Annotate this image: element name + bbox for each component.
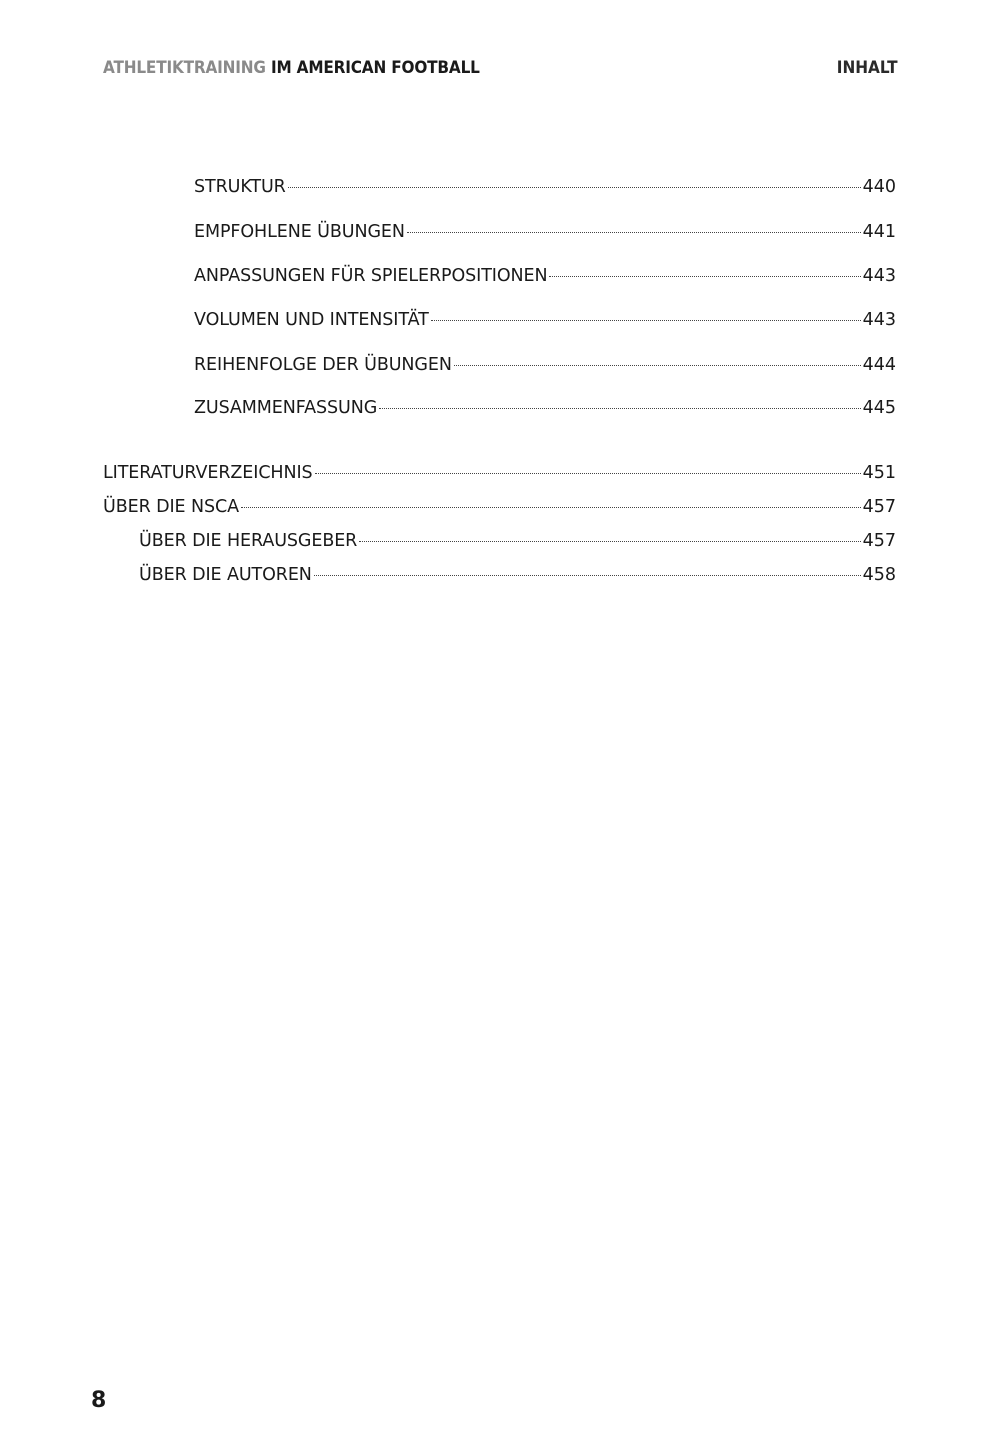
toc-entry-struktur[interactable]	[194, 177, 896, 201]
dot-leader	[431, 320, 861, 321]
toc-entry-page: 440	[862, 177, 896, 197]
toc-entry-title: ZUSAMMENFASSUNG	[194, 398, 378, 418]
dot-leader	[315, 473, 861, 474]
toc-entry-volumen[interactable]	[194, 310, 896, 334]
dot-leader	[241, 507, 861, 508]
toc-entry-title: ÜBER DIE HERAUSGEBER	[139, 531, 358, 551]
toc-entry-page: 457	[862, 531, 896, 551]
toc-entry-title: STRUKTUR	[194, 177, 286, 197]
dot-leader	[454, 365, 861, 366]
toc-entry-reihenfolge[interactable]	[194, 355, 896, 379]
toc-entry-title: ÜBER DIE AUTOREN	[139, 565, 312, 585]
toc-entry-page: 444	[862, 355, 896, 375]
toc-entry-page: 451	[862, 463, 896, 483]
toc-entry-title: LITERATURVERZEICHNIS	[103, 463, 313, 483]
page-number: 8	[91, 1388, 107, 1413]
book-title	[103, 58, 480, 78]
toc-entry-page: 441	[862, 222, 896, 242]
toc-entry-title: ÜBER DIE NSCA	[103, 497, 239, 517]
section-label: INHALT	[837, 58, 898, 78]
toc-entry-page: 445	[862, 398, 896, 418]
toc-entry-title: EMPFOHLENE ÜBUNGEN	[194, 222, 405, 242]
dot-leader	[314, 575, 861, 576]
dot-leader	[549, 276, 860, 277]
toc-entry-literaturverzeichnis[interactable]	[103, 463, 896, 487]
toc-entry-zusammenfassung[interactable]	[194, 398, 896, 422]
toc-entry-ueber-die-nsca[interactable]	[103, 497, 896, 521]
toc-entry-page: 443	[862, 310, 896, 330]
toc-entry-title: REIHENFOLGE DER ÜBUNGEN	[194, 355, 452, 375]
dot-leader	[407, 232, 861, 233]
toc-entry-title: VOLUMEN UND INTENSITÄT	[194, 310, 429, 330]
running-header	[103, 58, 898, 84]
toc-entry-ueber-die-herausgeber[interactable]	[139, 531, 896, 555]
toc-entry-anpassungen[interactable]	[194, 266, 896, 290]
book-title-part1: ATHLETIKTRAINING	[103, 58, 266, 78]
book-title-part2: IM AMERICAN FOOTBALL	[270, 58, 480, 78]
toc-entry-empfohlene-uebungen[interactable]	[194, 222, 896, 246]
toc-entry-page: 457	[862, 497, 896, 517]
toc-entry-ueber-die-autoren[interactable]	[139, 565, 896, 589]
toc-entry-page: 458	[862, 565, 896, 585]
toc-entry-page: 443	[862, 266, 896, 286]
dot-leader	[288, 187, 861, 188]
dot-leader	[359, 541, 860, 542]
dot-leader	[379, 408, 860, 409]
toc-entry-title: ANPASSUNGEN FÜR SPIELERPOSITIONEN	[194, 266, 548, 286]
